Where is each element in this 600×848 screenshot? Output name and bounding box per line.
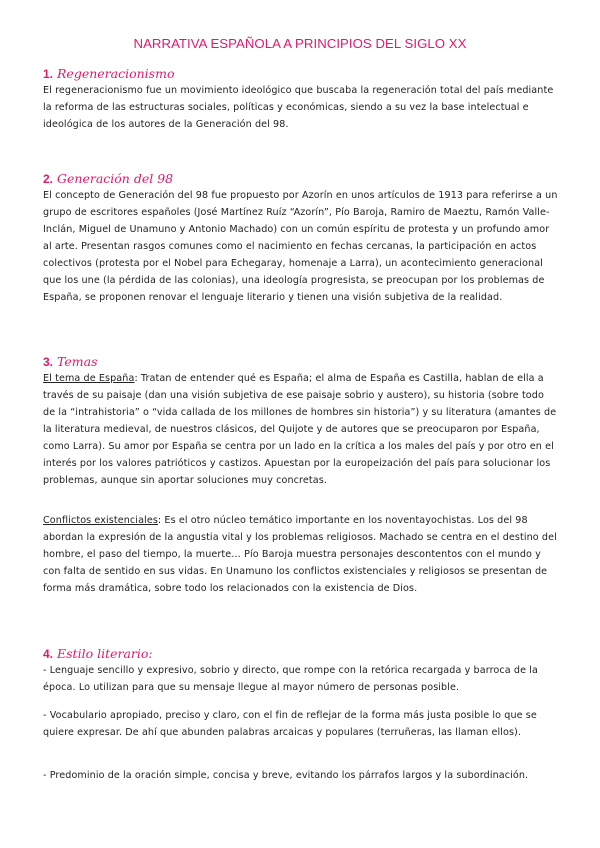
section-number: 3. xyxy=(43,355,54,369)
section-body-regeneracionismo xyxy=(43,82,558,133)
list-item xyxy=(43,662,558,696)
section-heading-generacion-98 xyxy=(43,171,173,187)
section-body-generacion-98 xyxy=(43,187,558,306)
subtopic-label: El tema de España xyxy=(43,373,135,384)
section-body-temas-espana xyxy=(43,370,558,489)
paragraph xyxy=(43,512,558,597)
paragraph: - Vocabulario apropiado, preciso y claro, con el fin de reflejar de la forma más justa posible lo que se quiere expresar. De ahí que abunden palabras arcaicas y populares (terruñeras, las llaman ellos). xyxy=(43,710,537,738)
paragraph: - Predominio de la oración simple, concisa y breve, evitando los párrafos largos y la subordinación. xyxy=(43,770,529,781)
paragraph-text: : Es el otro núcleo temático importante en los noventayochistas. Los del 98 abordan la expresión de la angustia vital y los problemas religiosos. Machado se centra en el destino del hombre, el paso del tiempo, la muerte… Pío Baroja muestra personajes descontentos con el mundo y con falta de sentido en sus vidas. En Unamuno los conflictos existenciales y religiosos se presentan de forma más dramática, sobre todo los relacionados con la existencia de Dios. xyxy=(43,515,557,594)
section-heading-temas xyxy=(43,354,98,370)
section-body-temas-conflictos xyxy=(43,512,558,597)
subtopic-label: Conflictos existenciales xyxy=(43,515,158,526)
paragraph xyxy=(43,370,558,489)
section-heading-regeneracionismo xyxy=(43,66,174,82)
paragraph-text: : Tratan de entender qué es España; el alma de España es Castilla, hablan de ella a través de su paisaje (dan una visión subjetiva de ese paisaje sobrio y austero), su historia (sobre todo de la “intrahistoria” o “vida callada de los millones de hombres sin historia”) y su literatura (amantes de la literatura medieval, de nuestros clásicos, del Quijote y de autores que se preocuparon por España, como Larra). Su amor por España se centra por un lado en la crítica a los males del país y por otro en el interés por los valores patrióticos y castizos. Apuestan por la europeización del país para solucionar los problemas, aunque sin aportar soluciones muy concretas. xyxy=(43,373,557,486)
section-number: 4. xyxy=(43,647,54,661)
section-heading-estilo xyxy=(43,646,153,662)
section-title: Regeneracionismo xyxy=(57,66,175,81)
list-item xyxy=(43,767,558,784)
paragraph: - Lenguaje sencillo y expresivo, sobrio y directo, que rompe con la retórica recargada y barroca de la época. Lo utilizan para que su mensaje llegue al mayor número de personas posible. xyxy=(43,665,538,693)
paragraph: El regeneracionismo fue un movimiento ideológico que buscaba la regeneración total del país mediante la reforma de las estructuras sociales, políticas y económicas, siendo a su vez la base intelectual e ideológica de los autores de la Generación del 98. xyxy=(43,85,554,130)
section-title: Temas xyxy=(57,354,98,369)
list-item xyxy=(43,707,558,741)
section-number: 2. xyxy=(43,172,54,186)
section-title: Estilo literario: xyxy=(57,646,153,661)
section-title: Generación del 98 xyxy=(57,171,174,186)
document-title: NARRATIVA ESPAÑOLA A PRINCIPIOS DEL SIGLO XX xyxy=(133,36,467,51)
section-number: 1. xyxy=(43,67,54,81)
paragraph: El concepto de Generación del 98 fue propuesto por Azorín en unos artículos de 1913 para referirse a un grupo de escritores españoles (José Martínez Ruíz “Azorín”, Pío Baroja, Ramiro de Maeztu, Ramón Valle-Inclán, Miguel de Unamuno y Antonio Machado) con un común espíritu de protesta y un profundo amor al arte. Presentan rasgos comunes como el nacimiento en fechas cercanas, la participación en actos colectivos (protesta por el Nobel para Echegaray, homenaje a Larra), un acontecimiento generacional que los une (la pérdida de las colonias), una ideología progresista, se preocupan por los problemas de España, se proponen renovar el lenguaje literario y tienen una visión subjetiva de la realidad. xyxy=(43,190,558,303)
